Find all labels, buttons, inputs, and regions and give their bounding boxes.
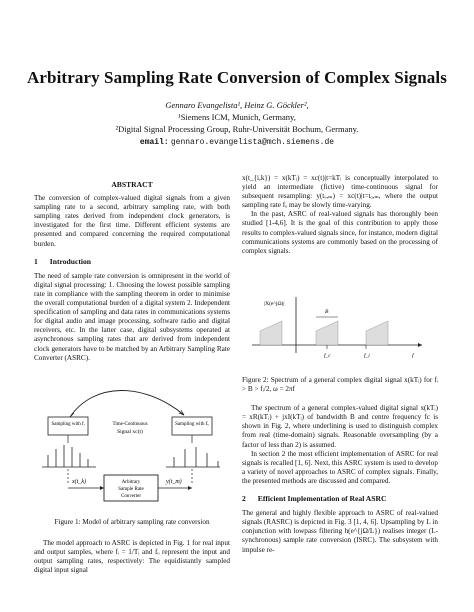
figure-2: [252, 293, 428, 365]
model-approach-text: The model approach to ASRC is depicted in Fig. 1 for real input and output samples, where fᵢ = 1/Tᵢ and fₒ represent the input and output sampling rates, respectively: The equidistantly sampled digital input signal: [34, 539, 230, 575]
spectral-replicas: [260, 321, 388, 345]
y-signal-label: y(t_m): [166, 479, 182, 485]
figure-1-diagram: [34, 377, 230, 507]
email-address[interactable]: gennaro.evangelista@mch.siemens.de: [170, 138, 335, 147]
frequency-axis-arrow: [418, 343, 422, 347]
figure-2-caption: Figure 2: Spectrum of a general complex digital signal x(kTᵢ) for fᵢ > B > fᵢ/2, ω = 2πf: [242, 376, 438, 394]
email-label: email:: [139, 138, 169, 147]
sampling-in-label: Sampling with fᵢ: [51, 422, 85, 427]
past-research-text: In the past, ASRC of real-valued signals has thoroughly been studied [1-4,6]. It is the goal of this contribution to apply those results to complex-valued signals since, for instance, modern digital communications systems are commonly based on the processing of complex signals.: [242, 210, 438, 255]
ct-signal-top-label: Time-Continuous: [112, 422, 148, 427]
output-arrowhead: [188, 486, 192, 490]
asrc-label-1: Arbitrary: [121, 480, 141, 485]
paper-title: Arbitrary Sampling Rate Conversion of Complex Signals: [27, 68, 447, 87]
abstract-text: The conversion of complex-valued digital signals from a given sampling rate to a second, arbitrary sampling rate, with both sampling rates derived from independent clock generators, is investigated for the first time. Different efficient systems are presented and compared concerning the required computational burden.: [34, 194, 230, 248]
interpolation-text: x(t_{i,k}) = x(kTᵢ) = xc(t)|t=kTᵢ is conceptually interpolated to yield an intermediate (fictive) time-continuous signal for subsequent resampling: y(tₒ,ₘ) = xc(t)|t=tₒ,ₘ, where the output sampling rate fₒ may be slowly time-varying.: [242, 174, 438, 210]
figure-2-spectrum: [252, 293, 428, 365]
section-1-heading: [34, 257, 230, 266]
continuous-signal-curve: [70, 390, 184, 417]
email-line: [0, 135, 474, 149]
spectrum-description-text: The spectrum of a general complex-valued digital signal x(kTᵢ) = xR(kTᵢ) + jxI(kTᵢ) of bandwidth B and centre frequency fc is shown in Fig. 2, where underlining is used to distinguish complex from real (time-domain) signals. Reasonable oversampling (by a factor of less than 2) is assumed.: [242, 404, 438, 449]
abstract-heading: ABSTRACT: [111, 180, 153, 189]
section-2-heading: [242, 494, 438, 503]
spectral-replica: [366, 321, 388, 345]
section-1-number: 1: [34, 256, 38, 266]
sampling-out-label: Sampling with fₒ: [175, 422, 209, 427]
section-1-text: The need of sample rate conversion is omnipresent in the world of digital signal processing: 1. Choosing the lowest possible sampling rate in compliance with the sampling theorem in order to minimise the overall computational burden of a digital system 2. Independent specification of sampling and data rates in communications systems for digital audio and image processing, software radio and digital receivers, etc. In the latter case, digital subsystems operated at asynchronous sampling rates that are derived from independent clock generators have to be matched by an Arbitrary Sampling Rate Converter (ASRC).: [34, 271, 230, 362]
input-sample-stems: [48, 445, 88, 467]
outline-text: In section 2 the most efficient implementation of ASRC for real signals is recalled [1, 6]. Next, this ASRC system is used to develop a variety of novel approaches to ASRC of complex signals. Finally, the presented methods are discussed and compared.: [242, 449, 438, 485]
bandwidth-label: B: [325, 309, 329, 315]
affiliation-2: ²Digital Signal Processing Group, Ruhr-Universität Bochum, Germany.: [115, 124, 359, 134]
fi-label: f_i: [364, 353, 370, 359]
section-2-title: Efficient Implementation of Real ASRC: [257, 494, 387, 504]
section-1-title: Introduction: [49, 256, 92, 266]
spectral-replica: [260, 321, 282, 345]
input-arrowhead: [100, 486, 104, 490]
affiliation-1: ¹Siemens ICM, Munich, Germany,: [178, 112, 296, 122]
ct-signal-label: Signal xc(t): [117, 429, 143, 435]
author-names: Gennaro Evangelista¹, Heinz G. Göckler²,: [165, 100, 309, 110]
f-axis-label: f: [412, 353, 414, 359]
right-column-top: [242, 174, 438, 256]
spectrum-label: |X(e^jΩ)|: [264, 301, 285, 307]
x-signal-label: x(t_k): [72, 479, 86, 485]
spectral-replica-main: [316, 321, 338, 345]
fc-label: f_c: [324, 353, 331, 359]
figure-1-caption: Figure 1: Model of arbitrary sampling rate conversion: [54, 518, 210, 526]
section-2-number: 2: [242, 494, 246, 504]
asrc-label-3: Converter: [121, 494, 141, 499]
figure-1: [34, 377, 230, 507]
asrc-label-2: Sample Rate: [118, 487, 144, 492]
left-column-bottom: [34, 518, 230, 575]
author-block: [0, 99, 474, 149]
output-sample-stems: [174, 447, 218, 467]
section-2-text: The general and highly flexible approach to ASRC of real-valued signals (RASRC) is depicted in Fig. 3 [1, 4, 6]. Upsampling by L in conjunction with lowpass filtering h(e^{jΩ/L}) realises integer (L-synchronous) sample rate conversion (ISRC). The subsystem with impulse re-: [242, 509, 438, 554]
left-column: [34, 180, 230, 363]
right-column-bottom: [242, 376, 438, 555]
